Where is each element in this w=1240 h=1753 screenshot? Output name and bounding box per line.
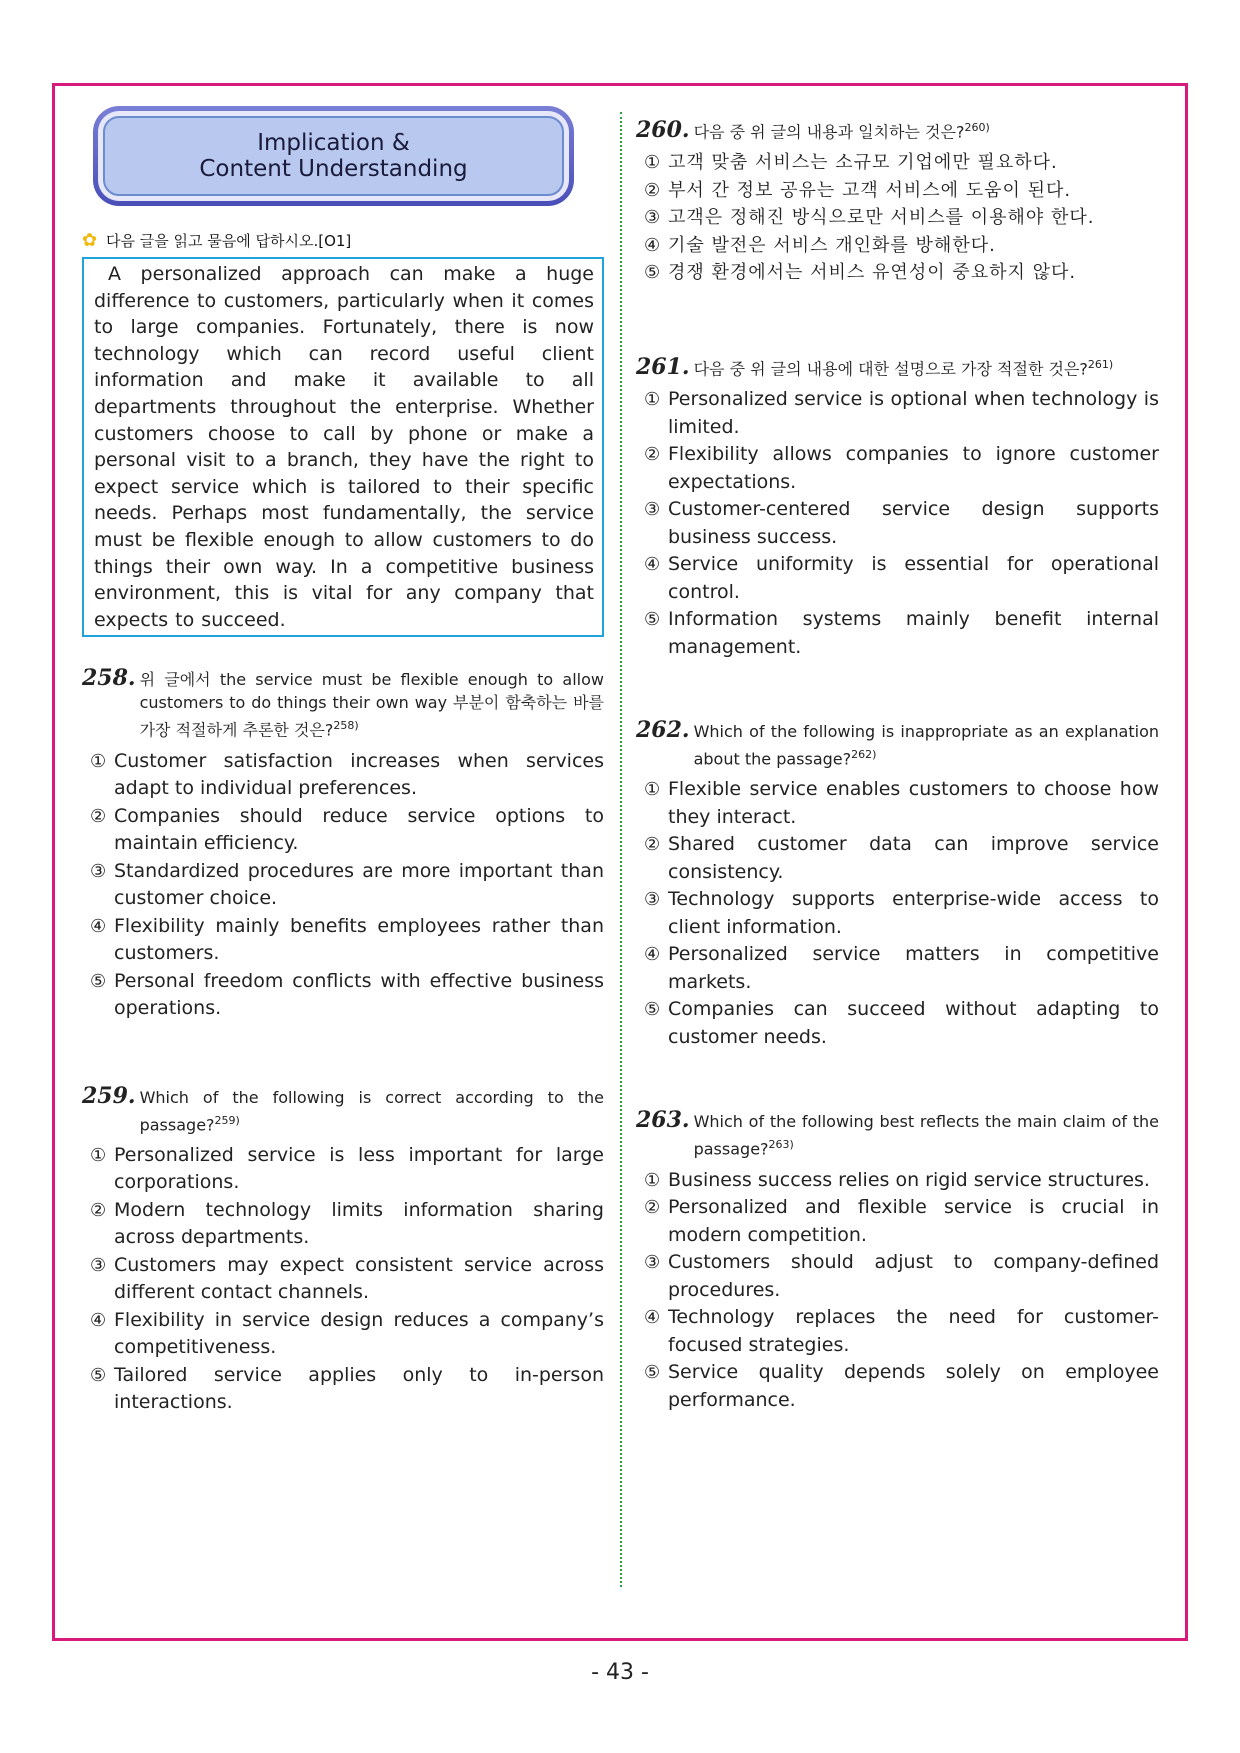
option-3[interactable]: ③ Customer-centered service design supports business success. — [644, 498, 1159, 548]
question-text: Which of the following is inappropriate as an explanation about the passage?$^{262)}$ — [693, 722, 1159, 769]
option-2[interactable]: ② 부서 간 정보 공유는 고객 서비스에 도움이 된다. — [644, 179, 1072, 201]
question-text: 위 글에서 the service must be flexible enough to allow customers to do things their own way 부분이 함축하는 바를 가장 적절하게 추론한 것은?$^{258)}$ — [139, 670, 604, 740]
option-2[interactable]: ② Shared customer data can improve service consistency. — [644, 833, 1159, 883]
option-4[interactable]: ④ Flexibility mainly benefits employees rather than customers. — [90, 914, 604, 965]
option-1[interactable]: ① Flexible service enables customers to choose how they interact. — [644, 778, 1159, 828]
option-3[interactable]: ③ 고객은 정해진 방식으로만 서비스를 이용해야 한다. — [644, 207, 1095, 229]
left-column — [82, 106, 604, 1417]
question-259 — [82, 1082, 604, 1417]
question-number: 263. — [636, 1107, 690, 1134]
option-5[interactable]: ⑤ Service quality depends solely on employee performance. — [644, 1361, 1159, 1411]
option-5[interactable]: ⑤ Personal freedom conflicts with effective business operations. — [90, 969, 604, 1020]
option-2[interactable]: ② Companies should reduce service options to maintain efficiency. — [90, 804, 604, 855]
column-divider — [620, 112, 622, 1587]
section-title-line-1: Implication & — [257, 130, 410, 156]
options-list — [636, 386, 1159, 661]
option-2[interactable]: ② Personalized and flexible service is crucial in modern competition. — [644, 1196, 1159, 1246]
option-1[interactable]: ① Customer satisfaction increases when services adapt to individual preferences. — [90, 749, 604, 800]
question-number: 260. — [636, 117, 690, 144]
option-4[interactable]: ④ Technology replaces the need for customer-focused strategies. — [644, 1306, 1159, 1356]
option-3[interactable]: ③ Customers should adjust to company-defined procedures. — [644, 1251, 1159, 1301]
question-text: 다음 중 위 글의 내용에 대한 설명으로 가장 적절한 것은?$^{261)}$ — [693, 357, 1114, 379]
question-text: Which of the following best reflects the main claim of the passage?$^{263)}$ — [693, 1112, 1159, 1159]
option-4[interactable]: ④ Flexibility in service design reduces a company’s competitiveness. — [90, 1308, 604, 1359]
directive — [82, 230, 604, 251]
option-1[interactable]: ① Personalized service is less important for large corporations. — [90, 1143, 604, 1194]
question-262 — [636, 719, 1159, 1051]
option-4[interactable]: ④ 기술 발전은 서비스 개인화를 방해한다. — [644, 234, 996, 256]
options-list — [82, 1142, 604, 1417]
option-2[interactable]: ② Modern technology limits information sharing across departments. — [90, 1198, 604, 1249]
directive-text: 다음 글을 읽고 물음에 답하시오.[O1] — [106, 232, 352, 250]
options-list — [636, 149, 1159, 287]
flower-icon: ✿ — [82, 229, 98, 251]
option-4[interactable]: ④ Service uniformity is essential for operational control. — [644, 553, 1159, 603]
option-1[interactable]: ① Business success relies on rigid service structures. — [644, 1168, 1150, 1191]
option-2[interactable]: ② Flexibility allows companies to ignore customer expectations. — [644, 443, 1159, 493]
option-5[interactable]: ⑤ Companies can succeed without adapting to customer needs. — [644, 998, 1159, 1048]
question-text: Which of the following is correct according to the passage?$^{259)}$ — [139, 1087, 604, 1134]
question-258 — [82, 667, 604, 1022]
right-column — [636, 106, 1159, 1414]
question-number: 261. — [636, 354, 690, 381]
question-260 — [636, 116, 1159, 287]
question-261 — [636, 353, 1159, 661]
option-3[interactable]: ③ Technology supports enterprise-wide access to client information. — [644, 888, 1159, 938]
option-3[interactable]: ③ Customers may expect consistent service across different contact channels. — [90, 1253, 604, 1304]
question-number: 259. — [82, 1082, 136, 1109]
question-263 — [636, 1109, 1159, 1414]
option-3[interactable]: ③ Standardized procedures are more important than customer choice. — [90, 859, 604, 910]
option-5[interactable]: ⑤ Information systems mainly benefit internal management. — [644, 608, 1159, 658]
option-4[interactable]: ④ Personalized service matters in competitive markets. — [644, 943, 1159, 993]
options-list — [82, 748, 604, 1023]
options-list — [636, 776, 1159, 1051]
question-number: 258. — [82, 665, 136, 692]
option-5[interactable]: ⑤ Tailored service applies only to in-person interactions. — [90, 1363, 604, 1414]
option-1[interactable]: ① Personalized service is optional when technology is limited. — [644, 388, 1159, 438]
question-text: 다음 중 위 글의 내용과 일치하는 것은?$^{260)}$ — [693, 121, 990, 142]
options-list — [636, 1167, 1159, 1415]
option-1[interactable]: ① 고객 맞춤 서비스는 소규모 기업에만 필요하다. — [644, 152, 1058, 174]
section-title-box — [93, 106, 574, 206]
passage-text: A personalized approach can make a huge difference to customers, particularly when it comes to large companies. Fortunately, there is now technology which can record useful client information and make it available to all departments throughout the enterprise. Whether customers choose to call by phone or make a personal visit to a branch, they have the right to expect service which is tailored to their specific needs. Perhaps most fundamentally, the service must be flexible enough to allow customers to do things their own way. In a competitive business environment, this is vital for any company that expects to succeed. — [94, 263, 594, 631]
question-number: 262. — [636, 717, 690, 744]
section-title-line-2: Content Understanding — [199, 156, 468, 182]
option-5[interactable]: ⑤ 경쟁 환경에서는 서비스 유연성이 중요하지 않다. — [644, 262, 1077, 284]
page-number: - 43 - — [591, 1660, 649, 1685]
reading-passage — [82, 257, 604, 637]
